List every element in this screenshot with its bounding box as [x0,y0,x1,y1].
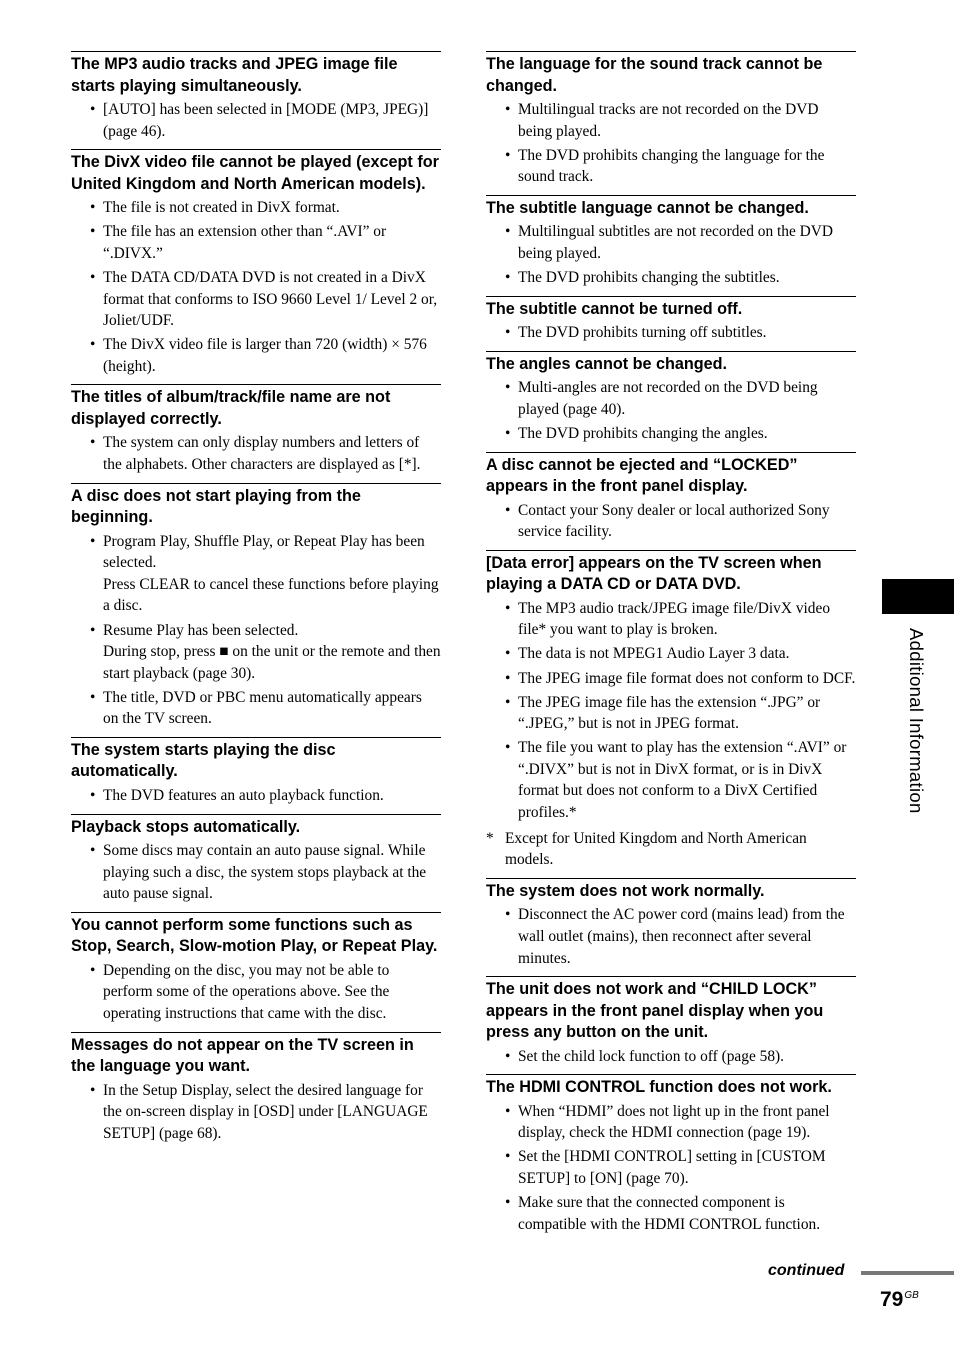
bullet-text: The file is not created in DivX format. [103,199,340,217]
troubleshooting-section [71,483,441,730]
bullet-item [486,643,856,665]
bullet-text: Depending on the disc, you may not be able to perform some of the operations above. See the operating instructions that came with the disc. [103,961,390,1023]
page-number-suffix: GB [904,1290,919,1301]
bullet-list [486,99,856,188]
section-heading: The DivX video file cannot be played (except for United Kingdom and North American models). [71,153,439,193]
bullet-text: Resume Play has been selected. During stop, press ■ on the unit or the remote and then start playback (page 30). [103,621,441,682]
bullet-item [71,221,441,264]
bullet-list [486,500,856,543]
footnote [486,828,856,871]
bullet-item [486,1046,856,1068]
troubleshooting-section [71,384,441,475]
section-heading: The system does not work normally. [486,881,765,900]
troubleshooting-section [71,1032,441,1145]
troubleshooting-section [71,814,441,905]
page-number-value: 79 [880,1288,904,1311]
troubleshooting-section [486,976,856,1067]
bullet-item [486,1101,856,1144]
bullet-list [486,377,856,444]
troubleshooting-section [486,550,856,871]
bullet-text: The DVD prohibits changing the subtitles. [518,269,780,287]
bullet-list [486,1046,856,1068]
page-number [880,1283,919,1313]
bullet-text: The file you want to play has the extension “.AVI” or “.DIVX” but is not in DivX format, or is in DivX format but does not conform to a DivX Certified profiles.* [518,739,847,822]
bullet-item [486,377,856,420]
troubleshooting-section [71,149,441,377]
bullet-text: The file has an extension other than “.AVI” or “.DIVX.” [103,223,387,262]
bullet-text: Make sure that the connected component is compatible with the HDMI CONTROL function. [518,1194,821,1233]
bullet-item [71,687,441,730]
bullet-text: Disconnect the AC power cord (mains lead) from the wall outlet (mains), then reconnect after several minutes. [518,906,845,967]
section-tab-marker [882,579,954,614]
bullet-item [486,1146,856,1189]
bullet-text: Multilingual subtitles are not recorded on the DVD being played. [518,223,834,262]
section-heading: A disc does not start playing from the beginning. [71,486,361,527]
side-tab-label [905,628,927,848]
bullet-item [71,99,441,142]
bullet-text: The DivX video file is larger than 720 (width) × 576 (height). [103,336,427,375]
bullet-list [71,785,441,807]
bullet-text: Multilingual tracks are not recorded on the DVD being played. [518,101,819,140]
bullet-text: Contact your Sony dealer or local authorized Sony service facility. [518,501,830,541]
bullet-text: Set the child lock function to off (page 58). [518,1047,784,1065]
bullet-list [486,322,856,344]
troubleshooting-section [486,195,856,289]
continued-rule [861,1271,954,1275]
bullet-item [486,221,856,264]
bullet-text: In the Setup Display, select the desired language for the on-screen display in [OSD] under [LANGUAGE SETUP] (page 68). [103,1081,428,1142]
bullet-text: The JPEG image file format does not conform to DCF. [518,669,856,687]
bullet-item [71,840,441,905]
section-heading: The language for the sound track cannot be changed. [486,55,823,95]
bullet-list [486,1101,856,1236]
bullet-item [486,500,856,543]
bullet-item [71,531,441,617]
troubleshooting-section [486,296,856,344]
bullet-item [71,1080,441,1145]
bullet-text: The DATA CD/DATA DVD is not created in a DivX format that conforms to ISO 9660 Level 1/ Level 2 or, Joliet/UDF. [103,268,438,330]
section-heading: Playback stops automatically. [71,817,301,836]
bullet-item [486,145,856,188]
bullet-text: The title, DVD or PBC menu automatically appears on the TV screen. [103,688,422,728]
bullet-list [71,197,441,377]
right-column [486,51,856,1242]
bullet-list [486,598,856,824]
bullet-text: The JPEG image file has the extension “.JPG” or “.JPEG,” but is not in JPEG format. [518,693,821,733]
bullet-item [486,322,856,344]
continued-label: continued [768,1262,845,1279]
bullet-list [71,960,441,1025]
bullet-item [71,197,441,219]
bullet-text: [AUTO] has been selected in [MODE (MP3, JPEG)] (page 46). [103,101,429,140]
bullet-item [486,267,856,289]
troubleshooting-section [486,51,856,188]
bullet-list [71,840,441,905]
troubleshooting-section [486,1074,856,1235]
bullet-text: The MP3 audio track/JPEG image file/DivX video file* you want to play is broken. [518,599,831,639]
troubleshooting-section [486,878,856,969]
bullet-item [486,692,856,735]
footnote-text: Except for United Kingdom and North American models. [505,829,807,869]
bullet-text: Some discs may contain an auto pause signal. While playing such a disc, the system stops playback at the auto pause signal. [103,842,427,903]
bullet-text: Program Play, Shuffle Play, or Repeat Play has been selected. Press CLEAR to cancel these functions before playing a disc. [103,532,439,615]
bullet-text: The DVD prohibits changing the language for the sound track. [518,146,825,186]
troubleshooting-section [71,51,441,142]
section-heading: A disc cannot be ejected and “LOCKED” appears in the front panel display. [486,455,798,496]
bullet-text: The system can only display numbers and letters of the alphabets. Other characters are displayed as [*]. [103,434,421,474]
bullet-list [71,432,441,475]
section-heading: [Data error] appears on the TV screen when playing a DATA CD or DATA DVD. [486,553,822,594]
bullet-item [71,960,441,1025]
side-tab-text: Additional Information [906,628,927,814]
troubleshooting-section [71,737,441,807]
bullet-list [71,531,441,730]
bullet-item [486,99,856,142]
section-heading: The unit does not work and “CHILD LOCK” appears in the front panel display when you press any button on the unit. [486,980,824,1042]
bullet-text: The DVD prohibits turning off subtitles. [518,324,767,342]
section-heading: The angles cannot be changed. [486,354,728,373]
left-column [71,51,441,1151]
bullet-list [71,99,441,142]
bullet-item [71,785,441,807]
bullet-item [486,423,856,445]
bullet-item [486,1192,856,1235]
section-heading: You cannot perform some functions such as Stop, Search, Slow-motion Play, or Repeat Play. [71,915,438,956]
bullet-item [71,334,441,377]
bullet-item [486,598,856,641]
section-heading: The system starts playing the disc automatically. [71,740,336,781]
bullet-item [71,620,441,685]
bullet-text: The DVD prohibits changing the angles. [518,424,768,442]
bullet-list [71,1080,441,1145]
troubleshooting-section [486,452,856,543]
bullet-list [486,904,856,969]
troubleshooting-section [486,351,856,445]
troubleshooting-section [71,912,441,1025]
footnote-mark: * [486,829,494,847]
section-heading: The MP3 audio tracks and JPEG image file starts playing simultaneously. [71,55,398,95]
section-heading: The subtitle cannot be turned off. [486,299,743,318]
bullet-item [486,737,856,823]
bullet-item [71,267,441,332]
bullet-text: The data is not MPEG1 Audio Layer 3 data. [518,645,790,663]
bullet-item [486,668,856,690]
bullet-item [486,904,856,969]
bullet-text: Multi-angles are not recorded on the DVD being played (page 40). [518,379,818,418]
section-heading: Messages do not appear on the TV screen in the language you want. [71,1035,414,1076]
section-heading: The HDMI CONTROL function does not work. [486,1078,832,1097]
bullet-text: Set the [HDMI CONTROL] setting in [CUSTOM SETUP] to [ON] (page 70). [518,1148,826,1187]
bullet-item [71,432,441,475]
section-heading: The subtitle language cannot be changed. [486,198,809,217]
bullet-text: When “HDMI” does not light up in the front panel display, check the HDMI connection (page 19). [518,1102,830,1142]
section-heading: The titles of album/track/file name are not displayed correctly. [71,388,391,428]
bullet-list [486,221,856,288]
bullet-text: The DVD features an auto playback function. [103,786,384,804]
